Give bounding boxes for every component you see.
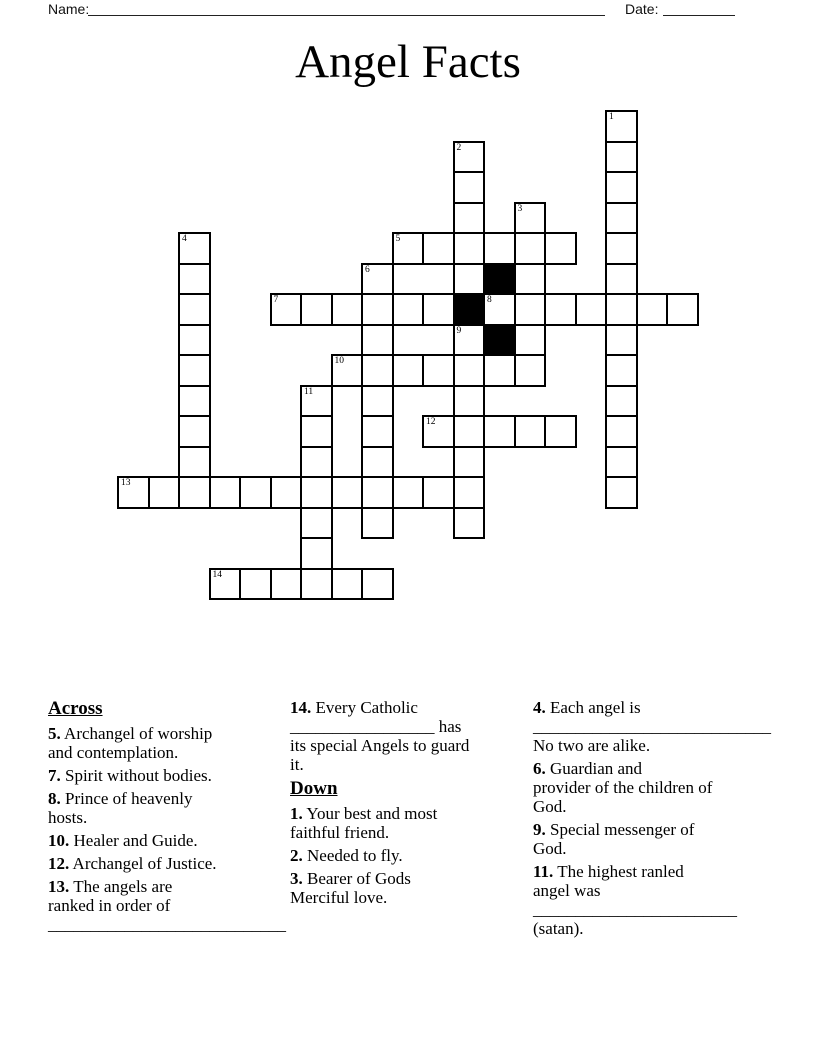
- clue-number: 3.: [290, 869, 303, 888]
- grid-cell[interactable]: [178, 293, 211, 326]
- grid-cell-number: 5: [395, 234, 401, 244]
- grid-cell[interactable]: [514, 202, 547, 235]
- clue-text-line: hosts.: [48, 808, 88, 827]
- clue-text-line: ____________________________: [48, 915, 286, 934]
- clue-number: 11.: [533, 862, 554, 881]
- grid-cell[interactable]: [453, 171, 486, 204]
- grid-cell-number: 1: [609, 112, 614, 122]
- clue-text-line: 7. Spirit without bodies.: [48, 766, 212, 785]
- grid-cell[interactable]: [605, 110, 638, 143]
- clue-text-line: 11. The highest ranled: [533, 862, 684, 881]
- grid-cell[interactable]: [453, 446, 486, 479]
- grid-cell[interactable]: [178, 415, 211, 448]
- clue-number: 1.: [290, 804, 303, 823]
- grid-cell[interactable]: [239, 476, 272, 509]
- grid-cell[interactable]: [483, 354, 516, 387]
- clue-text-line: faithful friend.: [290, 823, 390, 842]
- grid-cell-number: 12: [426, 417, 436, 427]
- grid-cell[interactable]: [605, 232, 638, 265]
- grid-cell[interactable]: [453, 415, 486, 448]
- clue-number: 14.: [290, 698, 312, 717]
- clue-2: [290, 846, 526, 865]
- grid-cell[interactable]: [514, 354, 547, 387]
- grid-cell[interactable]: [605, 415, 638, 448]
- grid-cell[interactable]: [514, 415, 547, 448]
- clue-5: [48, 724, 290, 762]
- grid-cell-number: 8: [487, 295, 492, 305]
- clue-text-line: _________________ has: [290, 717, 462, 736]
- grid-cell[interactable]: [178, 354, 211, 387]
- grid-cell-black: [453, 293, 486, 326]
- grid-cell[interactable]: [331, 476, 364, 509]
- grid-cell[interactable]: [392, 354, 425, 387]
- grid-cell[interactable]: [514, 324, 547, 357]
- grid-cell[interactable]: [300, 446, 333, 479]
- clue-text-line: God.: [533, 797, 567, 816]
- grid-cell-number: 14: [212, 569, 222, 580]
- grid-cell[interactable]: [209, 476, 242, 509]
- grid-cell[interactable]: [422, 354, 455, 387]
- clue-number: 5.: [48, 724, 61, 743]
- clue-text-line: it.: [290, 755, 304, 774]
- grid-cell-number: 7: [273, 295, 279, 305]
- grid-cell[interactable]: [361, 263, 394, 296]
- clue-12: [48, 854, 290, 873]
- grid-cell[interactable]: [453, 476, 486, 509]
- grid-cell[interactable]: [453, 141, 486, 174]
- clue-13: [48, 877, 290, 934]
- grid-cell[interactable]: [453, 232, 486, 265]
- grid-cell[interactable]: [605, 446, 638, 479]
- clue-text-line: 4. Each angel is: [533, 698, 641, 717]
- grid-cell[interactable]: [361, 293, 394, 326]
- clue-10: [48, 831, 290, 850]
- grid-cell[interactable]: [605, 202, 638, 235]
- grid-cell[interactable]: [178, 263, 211, 296]
- clues-column-3: [533, 698, 775, 942]
- clues-column-2: [290, 698, 526, 911]
- clue-text-line: 8. Prince of heavenly: [48, 789, 193, 808]
- grid-cell[interactable]: [361, 415, 394, 448]
- clue-text-line: ranked in order of: [48, 896, 171, 915]
- grid-cell[interactable]: [605, 263, 638, 296]
- grid-cell[interactable]: [544, 232, 577, 265]
- grid-cell[interactable]: [422, 293, 455, 326]
- grid-cell[interactable]: [361, 507, 394, 540]
- grid-cell[interactable]: [514, 263, 547, 296]
- grid-cell[interactable]: [270, 568, 303, 601]
- grid-cell[interactable]: [392, 293, 425, 326]
- grid-cell[interactable]: [453, 324, 486, 357]
- clue-text-line: its special Angels to guard: [290, 736, 470, 755]
- clue-text-line: 10. Healer and Guide.: [48, 831, 198, 850]
- clue-text-line: 12. Archangel of Justice.: [48, 854, 217, 873]
- clue-6: [533, 759, 775, 816]
- clue-text-line: 14. Every Catholic: [290, 698, 418, 717]
- grid-cell[interactable]: [605, 354, 638, 387]
- clue-text-line: 13. The angels are: [48, 877, 173, 896]
- clue-8: [48, 789, 290, 827]
- grid-cell[interactable]: [422, 415, 455, 448]
- grid-cell[interactable]: [605, 385, 638, 418]
- grid-cell[interactable]: [117, 476, 150, 509]
- grid-cell[interactable]: [270, 476, 303, 509]
- grid-cell[interactable]: [544, 415, 577, 448]
- clue-number: 7.: [48, 766, 61, 785]
- clue-text-line: 1. Your best and most: [290, 804, 438, 823]
- clue-number: 10.: [48, 831, 70, 850]
- grid-cell[interactable]: [636, 293, 669, 326]
- clue-text-line: ____________________________: [533, 717, 771, 736]
- page-title: Angel Facts: [295, 36, 521, 88]
- grid-cell[interactable]: [178, 446, 211, 479]
- grid-cell[interactable]: [605, 293, 638, 326]
- clue-9: [533, 820, 775, 858]
- clue-number: 2.: [290, 846, 303, 865]
- grid-cell[interactable]: [392, 476, 425, 509]
- grid-cell[interactable]: [178, 232, 211, 265]
- clue-heading-across: Across: [48, 698, 103, 719]
- grid-cell[interactable]: [148, 476, 181, 509]
- clue-heading-down: Down: [290, 778, 338, 799]
- grid-cell[interactable]: [605, 141, 638, 174]
- grid-cell-number: 6: [365, 264, 370, 275]
- grid-cell-black: [483, 263, 516, 296]
- clue-3: [290, 869, 526, 907]
- grid-cell[interactable]: [239, 568, 272, 601]
- date-label: Date:: [625, 1, 659, 17]
- grid-cell[interactable]: [300, 385, 333, 418]
- grid-cell[interactable]: [331, 568, 364, 601]
- grid-cell[interactable]: [453, 507, 486, 540]
- grid-cell[interactable]: [453, 202, 486, 235]
- grid-cell[interactable]: [300, 537, 333, 570]
- grid-cell[interactable]: [361, 385, 394, 418]
- grid-cell-number: 11: [304, 386, 314, 397]
- grid-cell[interactable]: [361, 324, 394, 357]
- grid-cell[interactable]: [300, 293, 333, 326]
- clue-number: 9.: [533, 820, 546, 839]
- clue-text-line: 6. Guardian and: [533, 759, 643, 778]
- grid-cell[interactable]: [605, 171, 638, 204]
- grid-cell[interactable]: [453, 385, 486, 418]
- grid-cell[interactable]: [483, 415, 516, 448]
- grid-cell[interactable]: [392, 232, 425, 265]
- grid-cell[interactable]: [300, 507, 333, 540]
- grid-cell-number: 4: [182, 234, 187, 244]
- grid-cell[interactable]: [300, 568, 333, 601]
- clue-4: [533, 698, 775, 755]
- clue-number: 6.: [533, 759, 546, 778]
- clue-text-line: 9. Special messenger of: [533, 820, 695, 839]
- grid-cell[interactable]: [483, 293, 516, 326]
- clue-14: [290, 698, 526, 774]
- grid-cell-number: 9: [456, 325, 462, 336]
- grid-cell[interactable]: [361, 354, 394, 387]
- grid-cell[interactable]: [178, 385, 211, 418]
- grid-cell[interactable]: [605, 324, 638, 357]
- grid-cell[interactable]: [270, 293, 303, 326]
- clues-column-1: [48, 698, 290, 938]
- clue-text-line: ________________________: [533, 900, 737, 919]
- clue-text-line: Merciful love.: [290, 888, 388, 907]
- grid-cell-number: 10: [334, 356, 344, 366]
- grid-cell[interactable]: [544, 293, 577, 326]
- grid-cell-black: [483, 324, 516, 357]
- grid-cell[interactable]: [575, 293, 608, 326]
- clue-text-line: 5. Archangel of worship: [48, 724, 213, 743]
- grid-cell[interactable]: [514, 293, 547, 326]
- grid-cell[interactable]: [453, 354, 486, 387]
- grid-cell[interactable]: [605, 476, 638, 509]
- clue-7: [48, 766, 290, 785]
- clue-number: 8.: [48, 789, 61, 808]
- grid-cell[interactable]: [422, 476, 455, 509]
- clue-text-line: No two are alike.: [533, 736, 651, 755]
- clue-text-line: God.: [533, 839, 567, 858]
- clue-text-line: provider of the children of: [533, 778, 713, 797]
- grid-cell[interactable]: [361, 446, 394, 479]
- grid-cell-number: 13: [121, 478, 131, 488]
- grid-cell[interactable]: [483, 232, 516, 265]
- grid-cell[interactable]: [178, 476, 211, 509]
- grid-cell[interactable]: [209, 568, 242, 601]
- grid-cell[interactable]: [666, 293, 699, 326]
- grid-cell-number: 3: [517, 203, 523, 214]
- grid-cell[interactable]: [300, 476, 333, 509]
- clue-number: 4.: [533, 698, 546, 717]
- grid-cell[interactable]: [331, 293, 364, 326]
- grid-cell[interactable]: [514, 232, 547, 265]
- grid-cell[interactable]: [361, 476, 394, 509]
- clue-text-line: (satan).: [533, 919, 584, 938]
- clue-text-line: and contemplation.: [48, 743, 179, 762]
- clue-text-line: angel was: [533, 881, 601, 900]
- clue-number: 13.: [48, 877, 70, 896]
- grid-cell[interactable]: [422, 232, 455, 265]
- clue-number: 12.: [48, 854, 70, 873]
- grid-cell[interactable]: [361, 568, 394, 601]
- clue-text-line: 2. Needed to fly.: [290, 846, 403, 865]
- grid-cell[interactable]: [178, 324, 211, 357]
- name-label: Name:: [48, 1, 90, 17]
- grid-cell[interactable]: [331, 354, 364, 387]
- clue-11: [533, 862, 775, 938]
- grid-cell-number: 2: [456, 142, 462, 153]
- grid-cell[interactable]: [300, 415, 333, 448]
- clue-1: [290, 804, 526, 842]
- grid-cell[interactable]: [453, 263, 486, 296]
- clue-text-line: 3. Bearer of Gods: [290, 869, 411, 888]
